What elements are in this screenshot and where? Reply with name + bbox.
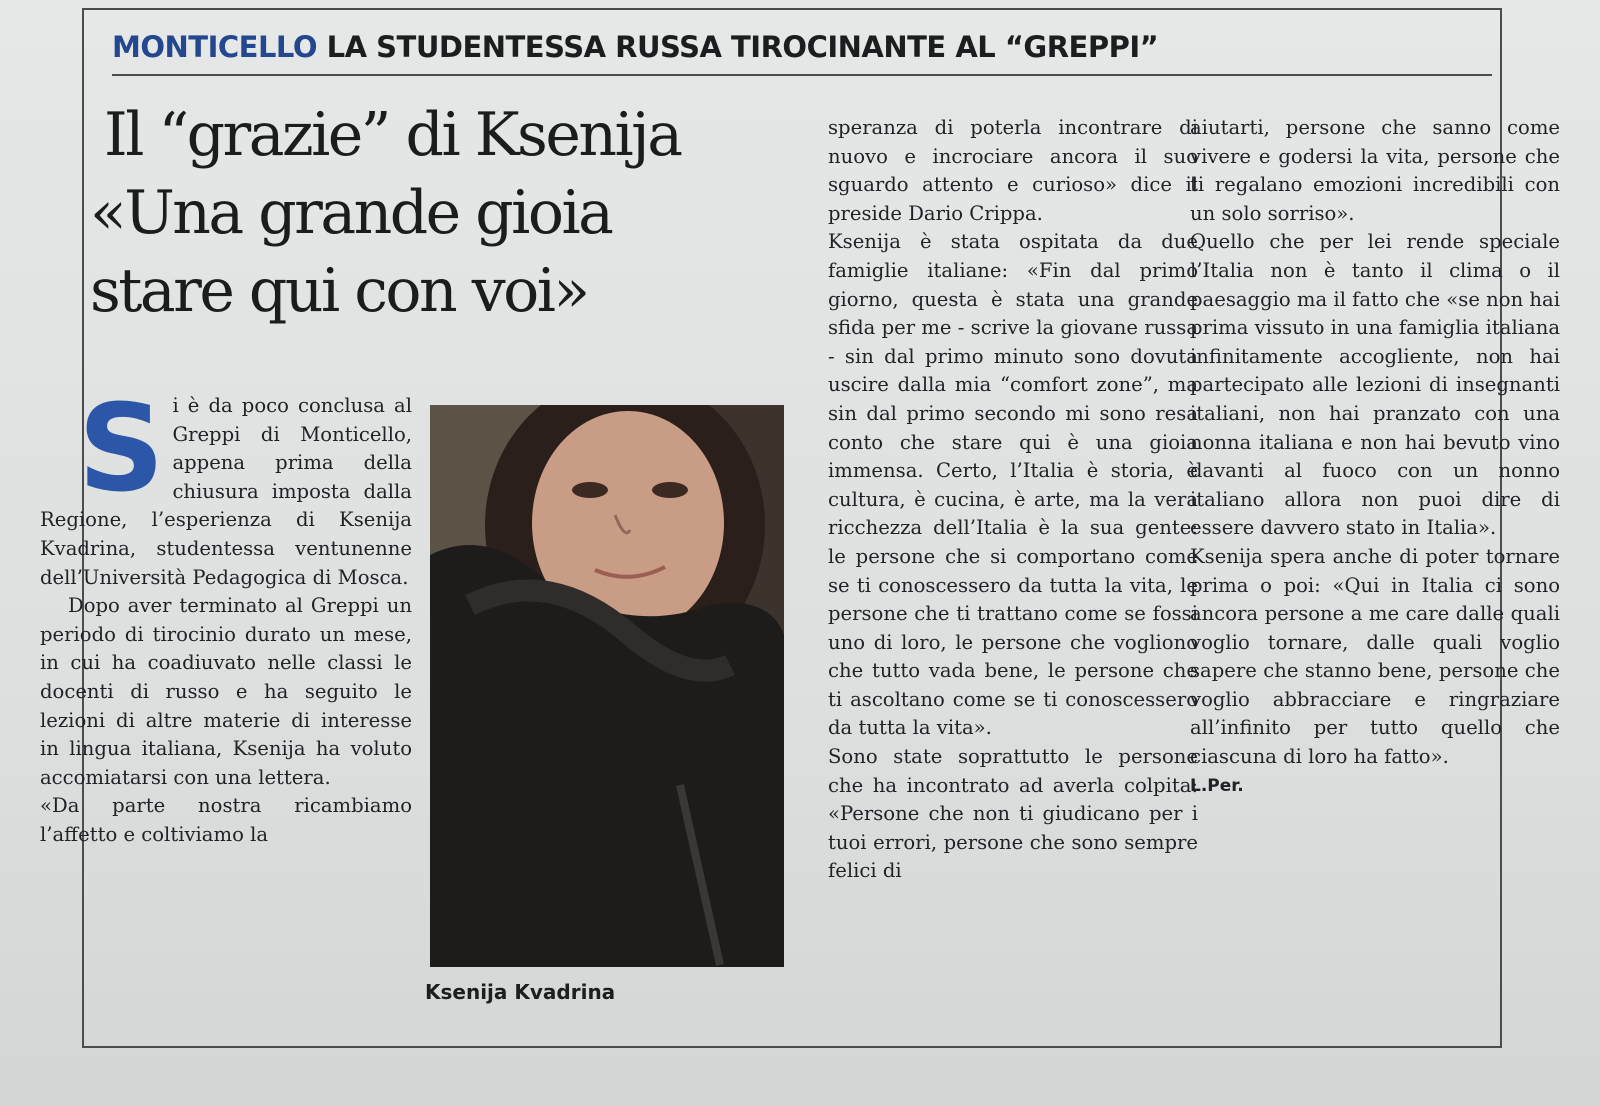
section-kicker xyxy=(112,30,1158,70)
paragraph-text: i è da poco conclusa al Greppi di Monticello, appena prima della chiusura imposta dalla Regione, l’esperienza di Ksenija Kvadrina, studentessa ventunenne dell’Università Pedagogica di Mosca. xyxy=(40,394,412,589)
paragraph: Sono state soprattutto le persone che ha incontrato ad averla colpita: «Persone che non ti giudicano per i tuoi errori, persone che sono sempre felici di xyxy=(828,745,1198,883)
paragraph-intro xyxy=(40,380,412,592)
drop-cap: S xyxy=(78,380,165,519)
header-rule xyxy=(112,74,1492,76)
photo-caption: Ksenija Kvadrina xyxy=(425,980,616,1004)
portrait-photo xyxy=(430,405,784,967)
article-column-2 xyxy=(828,114,1198,886)
paragraph: Ksenija è stata ospitata da due famiglie italiane: «Fin dal primo giorno, questa è stata una grande sfida per me - scrive la giovane russa - sin dal primo minuto sono dovuta uscire dalla mia “comfort zone”, ma sin dal primo secondo mi sono resa conto che stare qui è una gioia immensa. Certo, l’Italia è storia, è cultura, è cucina, è arte, ma la vera ricchezza dell’Italia è la sua gente: le persone che si comportano come se ti conoscessero da tutta la vita, le persone che ti trattano come se fossi uno di loro, le persone che vogliono che tutto vada bene, le persone che ti ascoltano come se ti conoscessero da tutta la vita». xyxy=(828,230,1198,740)
headline xyxy=(90,96,810,330)
portrait-illustration xyxy=(430,405,784,967)
article-column-3 xyxy=(1190,114,1560,800)
paragraph: speranza di poterla incontrare di nuovo e incrociare ancora il suo sguardo attento e curioso» dice il preside Dario Crippa. xyxy=(828,116,1198,225)
paragraph: Dopo aver terminato al Greppi un periodo di tirocinio durato un mese, in cui ha coadiuvato nelle classi le docenti di russo e ha seguito le lezioni di altre materie di interesse in lingua italiana, Ksenija ha voluto accomiatarsi con una lettera. xyxy=(40,594,412,789)
article-column-1 xyxy=(40,380,412,850)
headline-line-1: Il “grazie” di Ksenija xyxy=(104,100,681,170)
kicker-text: LA STUDENTESSA RUSSA TIROCINANTE AL “GREPPI” xyxy=(326,30,1159,64)
author-signature: L.Per. xyxy=(1190,775,1244,796)
paragraph: Quello che per lei rende speciale l’Italia non è tanto il clima o il paesaggio ma il fatto che «se non hai prima vissuto in una famiglia italiana infinitamente accogliente, non hai partecipato alle lezioni di insegnanti italiani, non hai pranzato con una nonna italiana e non hai bevuto vino davanti al fuoco con un nonno italiano allora non puoi dire di essere davvero stato in Italia». xyxy=(1190,230,1561,540)
headline-line-2: «Una grande gioia xyxy=(90,178,612,248)
headline-line-3: stare qui con voi» xyxy=(90,256,588,326)
paragraph: «Da parte nostra ricambiamo l’affetto e coltiviamo la xyxy=(40,794,412,846)
paragraph: Ksenija spera anche di poter tornare prima o poi: «Qui in Italia ci sono ancora persone a me care dalle quali voglio tornare, dalle quali voglio sapere che stanno bene, persone che voglio abbracciare e ringraziare all’infinito per tutto quello che ciascuna di loro ha fatto». xyxy=(1190,544,1560,769)
kicker-location: MONTICELLO xyxy=(112,30,318,64)
paragraph: aiutarti, persone che sanno come vivere e godersi la vita, persone che ti regalano emozioni incredibili con un solo sorriso». xyxy=(1190,116,1560,225)
